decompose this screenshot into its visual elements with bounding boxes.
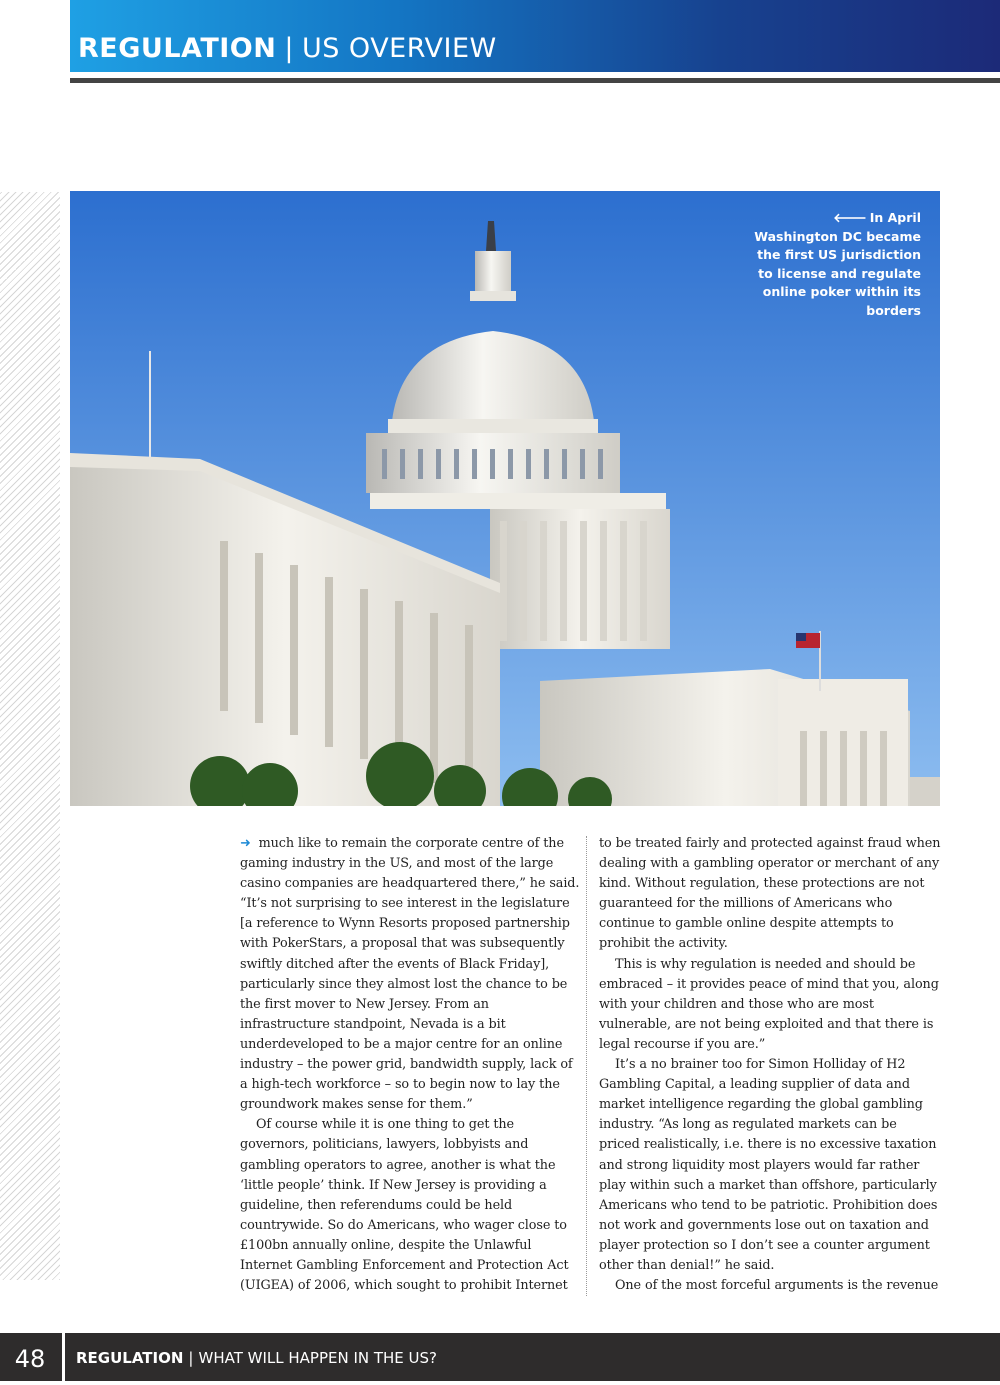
caption-text: In April Washington DC became the first US jurisdiction to license and regulate online poker within its borders xyxy=(754,210,921,318)
capitol-photo xyxy=(70,191,940,806)
column-divider xyxy=(586,836,587,1296)
paragraph: It’s a no brainer too for Simon Holliday of H2 Gambling Capital, a leading supplier of data and market intelligence regarding the global gambling industry. “As long as regulated markets can be priced realistically, i.e. there is no excessive taxation and strong liquidity most players would far rather play within such a market than offshore, particularly Americans who tend to be patriotic. Prohibition does not work and governments lose out on taxation and player protection so I don’t see a counter argument other than denial!” he said. xyxy=(599,1057,938,1273)
arrow-right-icon: ➜ xyxy=(240,836,251,851)
footer-section: REGULATION xyxy=(76,1349,184,1367)
footer-title: WHAT WILL HAPPEN IN THE US? xyxy=(198,1349,438,1367)
footer-divider xyxy=(62,1333,65,1381)
header-subtitle: US OVERVIEW xyxy=(301,33,497,64)
header-separator: | xyxy=(284,33,294,64)
photo-caption xyxy=(751,209,921,320)
paragraph-text: much like to remain the corporate centre of the gaming industry in the US, and most of the large casino companies are headquartered there,” he said. “It’s not surprising to see interest in the legislature [a reference to Wynn Resorts proposed partnership with PokerStars, a proposal that was subsequently swiftly ditched after the events of Black Friday], particularly since they almost lost the chance to be the first mover to New Jersey. From an infrastructure standpoint, Nevada is a bit underdeveloped to be a major centre for an online industry – the power grid, bandwidth supply, lack of a high-tech workforce – so to begin now to lay the groundwork makes sense for them.” xyxy=(240,836,580,1113)
page-number: 48 xyxy=(14,1345,46,1373)
arrow-left-icon: 🡐 xyxy=(833,210,867,225)
footer-separator: | xyxy=(188,1349,194,1367)
paragraph: Of course while it is one thing to get the governors, politicians, lawyers, lobbyists and gambling operators to agree, another is what the ‘little people’ think. If New Jersey is providing a guideline, then referendums could be held countrywide. So do Americans, who wager close to £100bn annually online, despite the Unlawful Internet Gambling Enforcement and Protection Act (UIGEA) of 2006, which sought to prohibit Internet xyxy=(240,1117,569,1294)
article-column-2 xyxy=(599,834,941,1298)
paragraph: to be treated fairly and protected against fraud when dealing with a gambling operator or merchant of any kind. Without regulation, these protections are not guaranteed for the millions of Americans who continue to gamble online despite attempts to prohibit the activity. xyxy=(599,836,941,952)
footer-running-title xyxy=(76,1349,437,1367)
paragraph: This is why regulation is needed and should be embraced – it provides peace of mind that you, along with your children and those who are most vulnerable, are not being exploited and that there is legal recourse if you are.” xyxy=(599,956,939,1052)
article-column-1 xyxy=(240,834,580,1298)
page-header-title xyxy=(78,33,497,64)
paragraph xyxy=(240,834,580,1115)
header-section: REGULATION xyxy=(78,33,277,64)
paragraph: One of the most forceful arguments is the revenue xyxy=(615,1278,939,1294)
header-rule xyxy=(70,78,1000,83)
decorative-stripes xyxy=(0,192,60,1280)
page-footer xyxy=(0,1333,1000,1381)
